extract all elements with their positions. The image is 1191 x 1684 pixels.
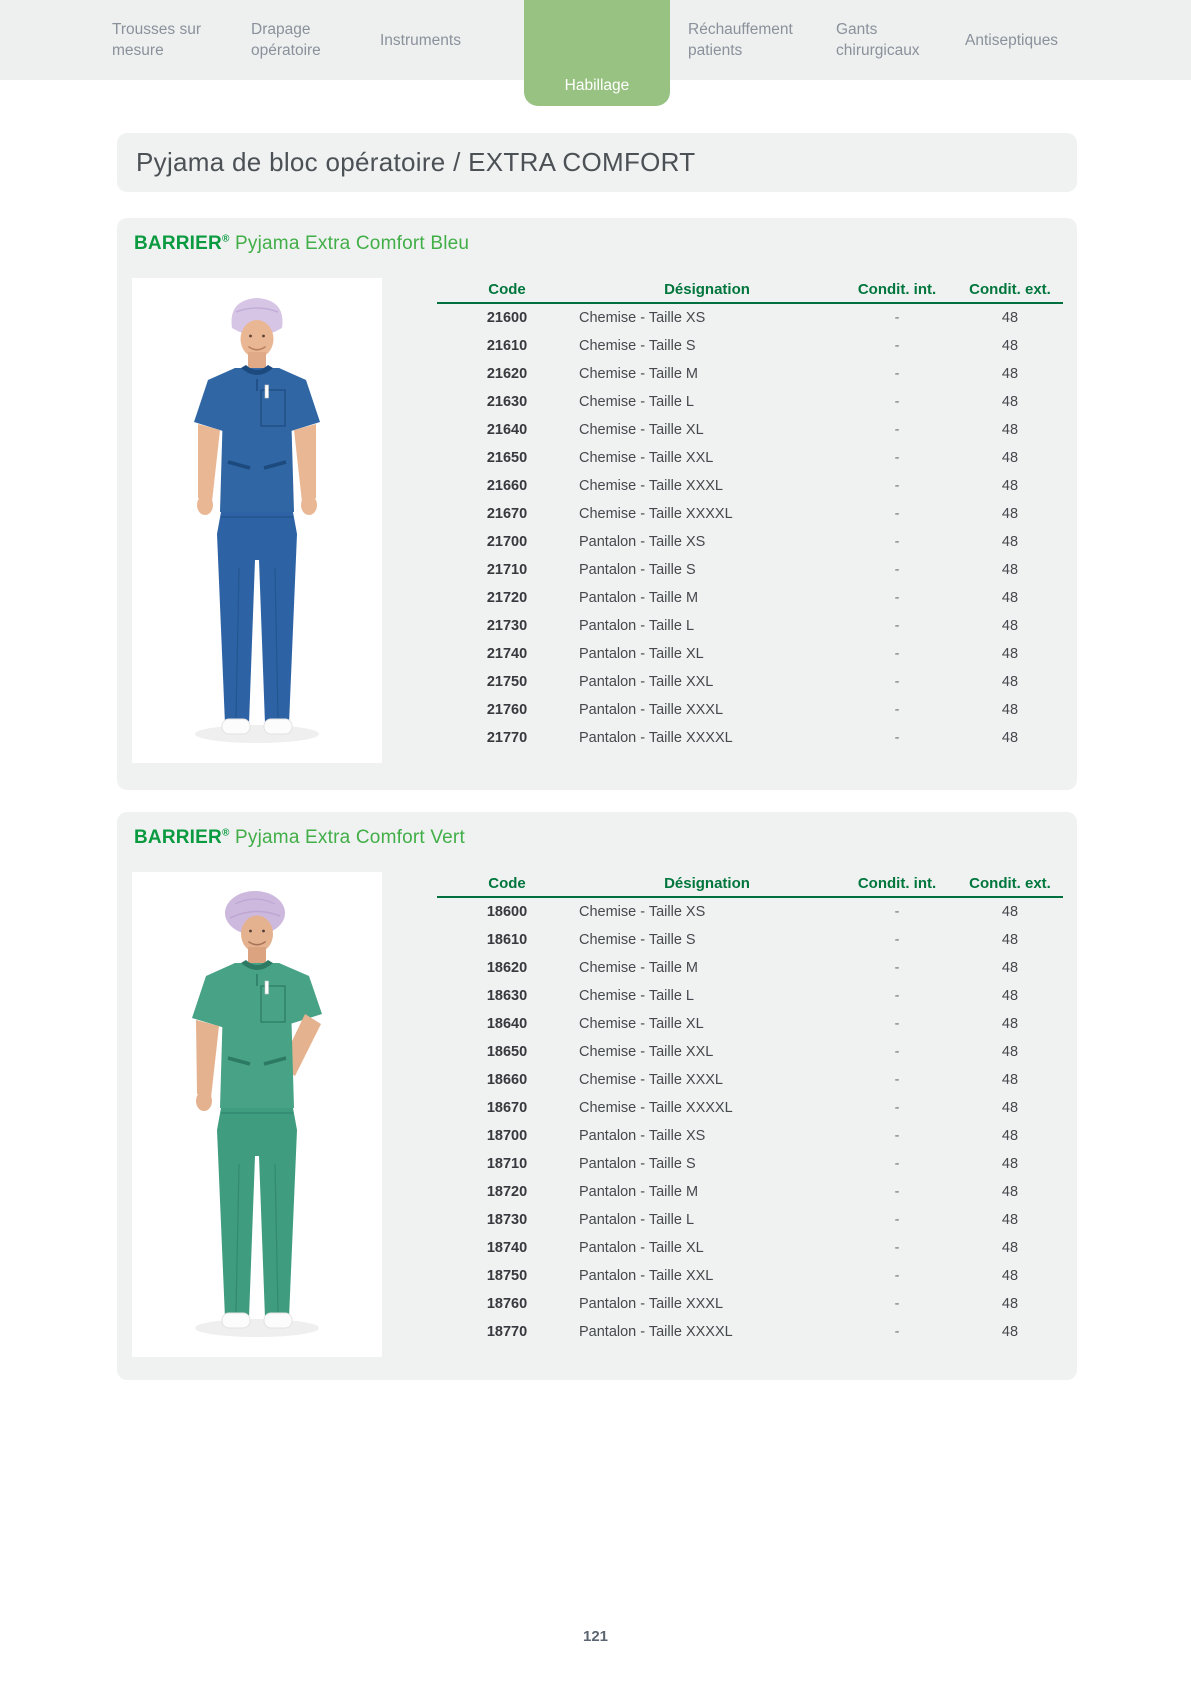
- table-row: [437, 556, 1063, 584]
- condit-ext-value: 48: [1001, 960, 1019, 976]
- product-designation: Pantalon - Taille XS: [579, 534, 706, 550]
- condit-ext-value: 48: [1001, 1072, 1019, 1088]
- condit-int-value: -: [894, 1156, 900, 1172]
- product-code: 18740: [486, 1240, 528, 1256]
- table-row: [437, 472, 1063, 500]
- col-header-code: Code: [488, 281, 526, 298]
- table-row: [437, 1066, 1063, 1094]
- product-code: 18720: [486, 1184, 528, 1200]
- condit-int-value: -: [894, 1072, 900, 1088]
- condit-int-value: -: [894, 1296, 900, 1312]
- product-designation: Chemise - Taille XL: [579, 1016, 704, 1032]
- table-row: [437, 1178, 1063, 1206]
- product-code: 21670: [486, 506, 528, 522]
- condit-int-value: -: [894, 534, 900, 550]
- section-title: [134, 233, 469, 255]
- product-designation: Chemise - Taille S: [579, 338, 696, 354]
- condit-int-value: -: [894, 450, 900, 466]
- product-designation: Chemise - Taille XXXXL: [579, 506, 733, 522]
- condit-int-value: -: [894, 338, 900, 354]
- condit-int-value: -: [894, 1184, 900, 1200]
- product-designation: Chemise - Taille XXXL: [579, 478, 723, 494]
- product-designation: Pantalon - Taille XXXL: [579, 702, 724, 718]
- product-designation: Pantalon - Taille M: [579, 590, 699, 606]
- table-row: [437, 584, 1063, 612]
- table-header-row: [437, 872, 1063, 898]
- product-code: 21620: [486, 366, 528, 382]
- nav-tab[interactable]: [688, 0, 816, 80]
- section-title: [134, 827, 465, 849]
- condit-ext-value: 48: [1001, 1296, 1019, 1312]
- condit-ext-value: 48: [1001, 338, 1019, 354]
- nav-tab[interactable]: [836, 0, 944, 80]
- condit-int-value: -: [894, 1016, 900, 1032]
- product-designation: Pantalon - Taille XL: [579, 646, 704, 662]
- condit-ext-value: 48: [1001, 646, 1019, 662]
- nav-tab-label: Antiseptiques: [965, 31, 1059, 49]
- product-code: 21750: [486, 674, 528, 690]
- product-card-pyjama-bleu: [117, 218, 1077, 790]
- brand-name: BARRIER: [134, 827, 222, 848]
- condit-ext-value: 48: [1001, 904, 1019, 920]
- table-row: [437, 1094, 1063, 1122]
- product-photo-blue: [132, 278, 382, 763]
- product-designation: Pantalon - Taille XXL: [579, 1268, 714, 1284]
- person-in-blue-scrubs-illustration: [132, 278, 382, 763]
- nav-tab[interactable]: [251, 0, 343, 80]
- table-header-row: [437, 278, 1063, 304]
- table-row: [437, 360, 1063, 388]
- product-designation: Chemise - Taille XXXL: [579, 1072, 723, 1088]
- table-row: [437, 1038, 1063, 1066]
- table-row: [437, 926, 1063, 954]
- condit-ext-value: 48: [1001, 730, 1019, 746]
- table-row: [437, 1234, 1063, 1262]
- table-row: [437, 500, 1063, 528]
- condit-ext-value: 48: [1001, 1184, 1019, 1200]
- condit-ext-value: 48: [1001, 506, 1019, 522]
- condit-int-value: -: [894, 310, 900, 326]
- product-table-green: [437, 872, 1063, 1346]
- product-code: 18760: [486, 1296, 528, 1312]
- table-row: [437, 1318, 1063, 1346]
- product-code: 18600: [486, 904, 528, 920]
- product-code: 18730: [486, 1212, 528, 1228]
- product-designation: Pantalon - Taille S: [579, 562, 696, 578]
- condit-int-value: -: [894, 932, 900, 948]
- product-designation: Chemise - Taille L: [579, 394, 694, 410]
- product-code: 21660: [486, 478, 528, 494]
- product-designation: Pantalon - Taille L: [579, 1212, 695, 1228]
- condit-int-value: -: [894, 1324, 900, 1340]
- product-code: 21710: [486, 562, 528, 578]
- col-header-code: Code: [488, 875, 526, 892]
- table-row: [437, 724, 1063, 752]
- condit-int-value: -: [894, 702, 900, 718]
- condit-int-value: -: [894, 366, 900, 382]
- product-code: 21770: [486, 730, 528, 746]
- product-designation: Pantalon - Taille S: [579, 1156, 696, 1172]
- condit-int-value: -: [894, 506, 900, 522]
- nav-tab-label: Instruments: [380, 31, 461, 49]
- product-designation: Chemise - Taille XL: [579, 422, 704, 438]
- product-code: 21630: [486, 394, 528, 410]
- product-designation: Pantalon - Taille M: [579, 1184, 699, 1200]
- condit-int-value: -: [894, 646, 900, 662]
- condit-ext-value: 48: [1001, 702, 1019, 718]
- product-code: 18630: [486, 988, 528, 1004]
- product-photo-green: [132, 872, 382, 1357]
- product-code: 21600: [486, 310, 528, 326]
- condit-ext-value: 48: [1001, 1128, 1019, 1144]
- product-code: 21610: [486, 338, 528, 354]
- product-card-pyjama-vert: [117, 812, 1077, 1380]
- product-designation: Pantalon - Taille XXL: [579, 674, 714, 690]
- col-header-condit-ext: Condit. ext.: [969, 875, 1051, 892]
- nav-tab-label: Réchauffement patients: [688, 21, 793, 59]
- section-title-text: Pyjama Extra Comfort Vert: [229, 827, 465, 848]
- product-designation: Pantalon - Taille XXXL: [579, 1296, 724, 1312]
- product-designation: Pantalon - Taille XXXXL: [579, 730, 733, 746]
- product-code: 21720: [486, 590, 528, 606]
- nav-tab-label: Habillage: [564, 77, 630, 94]
- table-row: [437, 612, 1063, 640]
- col-header-condit-int: Condit. int.: [857, 875, 937, 892]
- product-table-blue: [437, 278, 1063, 752]
- table-row: [437, 898, 1063, 926]
- nav-tab[interactable]: [965, 0, 1058, 80]
- product-code: 18670: [486, 1100, 528, 1116]
- product-designation: Chemise - Taille XS: [579, 310, 706, 326]
- product-code: 18660: [486, 1072, 528, 1088]
- table-row: [437, 1150, 1063, 1178]
- product-code: 21640: [486, 422, 528, 438]
- condit-ext-value: 48: [1001, 1016, 1019, 1032]
- top-navigation: [0, 0, 1191, 94]
- table-row: [437, 640, 1063, 668]
- table-row: [437, 416, 1063, 444]
- table-row: [437, 1122, 1063, 1150]
- product-designation: Chemise - Taille L: [579, 988, 694, 1004]
- condit-ext-value: 48: [1001, 562, 1019, 578]
- product-designation: Chemise - Taille XXL: [579, 450, 714, 466]
- nav-tab-label: Drapage opératoire: [251, 21, 321, 59]
- condit-ext-value: 48: [1001, 1156, 1019, 1172]
- page-title-banner: [117, 133, 1077, 192]
- condit-int-value: -: [894, 904, 900, 920]
- product-code: 21650: [486, 450, 528, 466]
- col-header-condit-ext: Condit. ext.: [969, 281, 1051, 298]
- table-row: [437, 304, 1063, 332]
- table-row: [437, 1206, 1063, 1234]
- condit-int-value: -: [894, 1268, 900, 1284]
- condit-ext-value: 48: [1001, 1324, 1019, 1340]
- col-header-condit-int: Condit. int.: [857, 281, 937, 298]
- product-designation: Chemise - Taille M: [579, 366, 698, 382]
- nav-tab[interactable]: [380, 0, 461, 80]
- product-designation: Chemise - Taille S: [579, 932, 696, 948]
- product-code: 18710: [486, 1156, 528, 1172]
- condit-int-value: -: [894, 590, 900, 606]
- condit-int-value: -: [894, 960, 900, 976]
- section-title-text: Pyjama Extra Comfort Bleu: [229, 233, 470, 254]
- product-designation: Pantalon - Taille XS: [579, 1128, 706, 1144]
- table-row: [437, 696, 1063, 724]
- condit-int-value: -: [894, 988, 900, 1004]
- product-designation: Chemise - Taille M: [579, 960, 698, 976]
- product-designation: Pantalon - Taille XL: [579, 1240, 704, 1256]
- product-code: 18640: [486, 1016, 528, 1032]
- table-row: [437, 332, 1063, 360]
- table-row: [437, 982, 1063, 1010]
- person-in-green-scrubs-illustration: [132, 872, 382, 1357]
- condit-ext-value: 48: [1001, 1212, 1019, 1228]
- product-code: 21740: [486, 646, 528, 662]
- table-row: [437, 1010, 1063, 1038]
- condit-ext-value: 48: [1001, 1044, 1019, 1060]
- condit-int-value: -: [894, 394, 900, 410]
- condit-ext-value: 48: [1001, 450, 1019, 466]
- product-code: 18750: [486, 1268, 528, 1284]
- condit-ext-value: 48: [1001, 1240, 1019, 1256]
- condit-ext-value: 48: [1001, 1268, 1019, 1284]
- product-designation: Chemise - Taille XXXXL: [579, 1100, 733, 1116]
- condit-int-value: -: [894, 1100, 900, 1116]
- condit-int-value: -: [894, 618, 900, 634]
- brand-name: BARRIER: [134, 233, 222, 254]
- table-row: [437, 954, 1063, 982]
- registered-mark: ®: [221, 233, 230, 245]
- table-row: [437, 444, 1063, 472]
- condit-int-value: -: [894, 422, 900, 438]
- condit-int-value: -: [894, 478, 900, 494]
- registered-mark: ®: [221, 827, 230, 839]
- table-row: [437, 528, 1063, 556]
- condit-int-value: -: [894, 674, 900, 690]
- product-code: 18700: [486, 1128, 528, 1144]
- condit-int-value: -: [894, 1128, 900, 1144]
- table-row: [437, 1262, 1063, 1290]
- product-designation: Chemise - Taille XS: [579, 904, 706, 920]
- product-code: 21700: [486, 534, 528, 550]
- condit-ext-value: 48: [1001, 590, 1019, 606]
- product-code: 21760: [486, 702, 528, 718]
- product-designation: Pantalon - Taille L: [579, 618, 695, 634]
- table-row: [437, 388, 1063, 416]
- table-body: [437, 304, 1063, 752]
- product-designation: Chemise - Taille XXL: [579, 1044, 714, 1060]
- table-body: [437, 898, 1063, 1346]
- product-code: 18610: [486, 932, 528, 948]
- condit-ext-value: 48: [1001, 478, 1019, 494]
- condit-ext-value: 48: [1001, 988, 1019, 1004]
- condit-int-value: -: [894, 730, 900, 746]
- condit-int-value: -: [894, 1240, 900, 1256]
- condit-ext-value: 48: [1001, 534, 1019, 550]
- condit-ext-value: 48: [1001, 422, 1019, 438]
- col-header-designation: Désignation: [664, 875, 750, 892]
- nav-tab-habillage-active[interactable]: [524, 0, 670, 106]
- condit-ext-value: 48: [1001, 310, 1019, 326]
- condit-ext-value: 48: [1001, 394, 1019, 410]
- condit-int-value: -: [894, 562, 900, 578]
- condit-ext-value: 48: [1001, 618, 1019, 634]
- nav-tab-label: Gants chirurgicaux: [836, 21, 920, 59]
- page-number: 121: [582, 1628, 609, 1645]
- table-row: [437, 1290, 1063, 1318]
- condit-int-value: -: [894, 1212, 900, 1228]
- page-title: Pyjama de bloc opératoire / EXTRA COMFORT: [136, 147, 696, 177]
- product-code: 18620: [486, 960, 528, 976]
- product-code: 18650: [486, 1044, 528, 1060]
- nav-tab[interactable]: [112, 0, 208, 80]
- condit-ext-value: 48: [1001, 1100, 1019, 1116]
- nav-tab-label: Trousses sur mesure: [112, 21, 202, 59]
- product-code: 18770: [486, 1324, 528, 1340]
- condit-ext-value: 48: [1001, 674, 1019, 690]
- condit-ext-value: 48: [1001, 932, 1019, 948]
- table-row: [437, 668, 1063, 696]
- condit-ext-value: 48: [1001, 366, 1019, 382]
- col-header-designation: Désignation: [664, 281, 750, 298]
- product-designation: Pantalon - Taille XXXXL: [579, 1324, 733, 1340]
- product-code: 21730: [486, 618, 528, 634]
- condit-int-value: -: [894, 1044, 900, 1060]
